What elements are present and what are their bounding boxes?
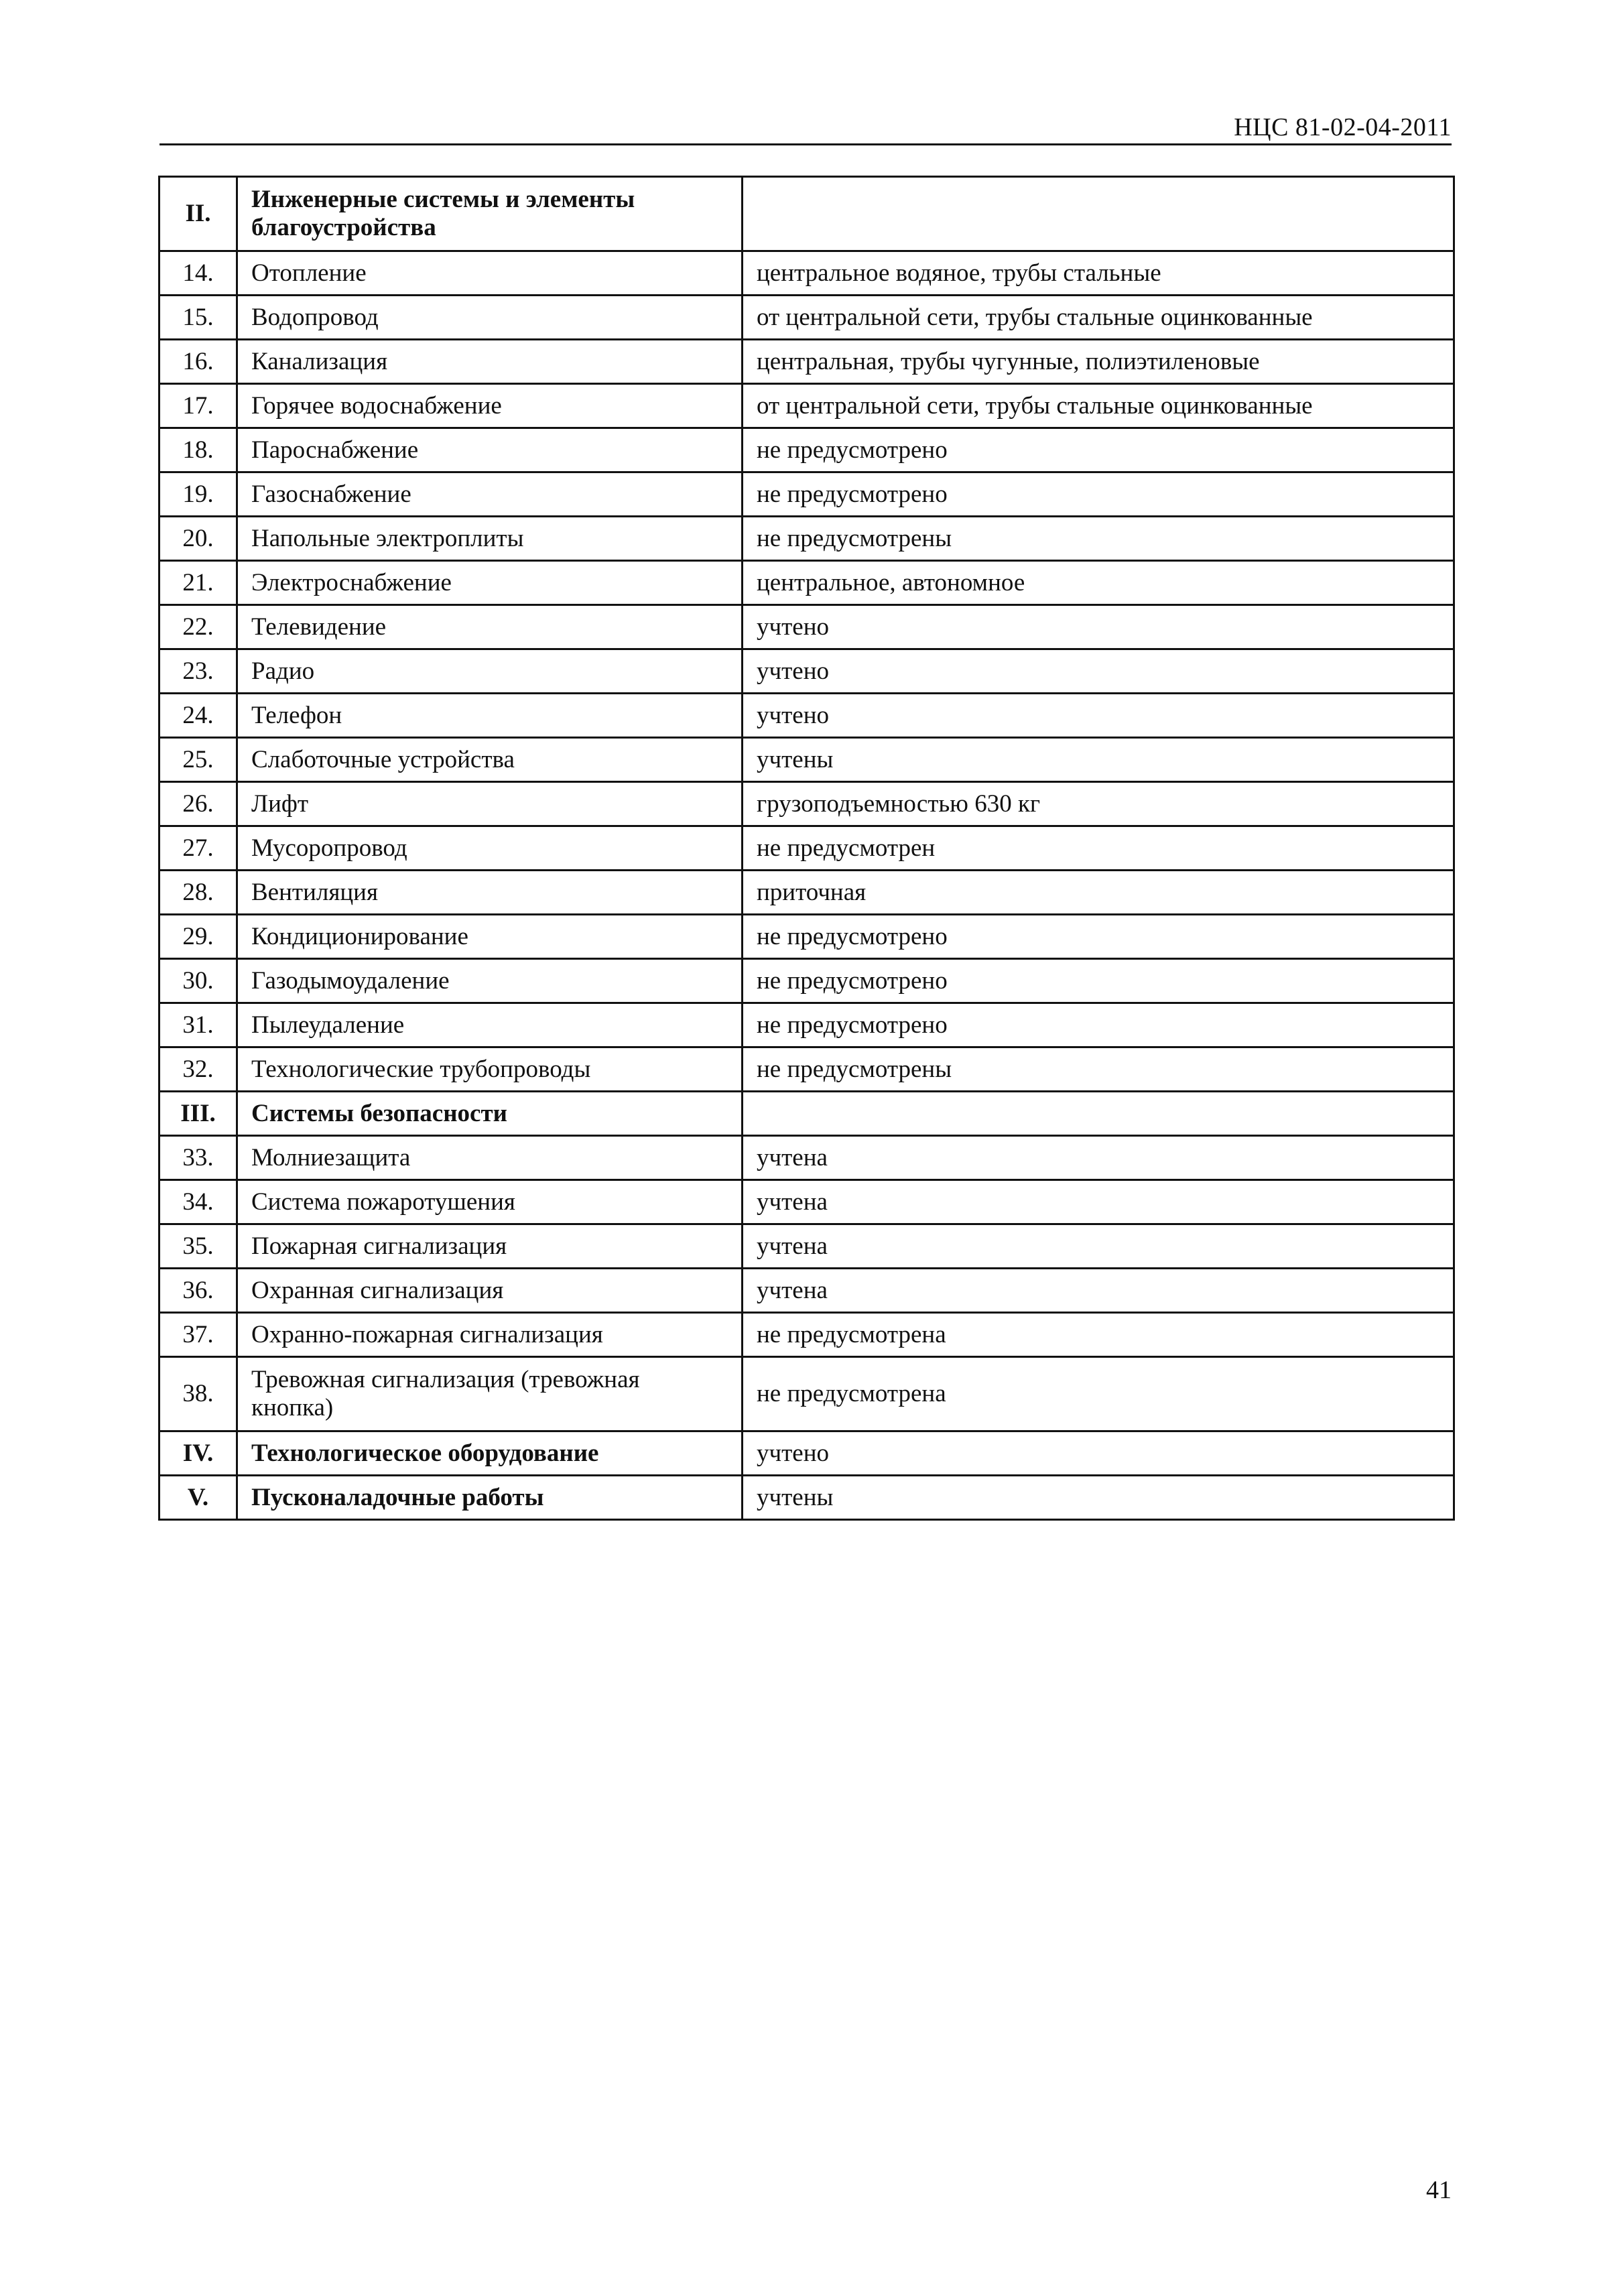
row-name-cell: Лифт bbox=[237, 782, 743, 826]
row-number-cell: 37. bbox=[159, 1313, 237, 1357]
row-value-cell: не предусмотрены bbox=[743, 517, 1454, 561]
row-name-cell: Горячее водоснабжение bbox=[237, 384, 743, 428]
row-number-cell: 26. bbox=[159, 782, 237, 826]
row-value-cell: не предусмотрено bbox=[743, 472, 1454, 517]
row-name-cell: Охранная сигнализация bbox=[237, 1269, 743, 1313]
section-row bbox=[159, 177, 1454, 251]
row-number-cell: 15. bbox=[159, 296, 237, 340]
table-row bbox=[159, 871, 1454, 915]
row-number-cell: 36. bbox=[159, 1269, 237, 1313]
row-value-cell: учтена bbox=[743, 1180, 1454, 1224]
row-number-cell: 14. bbox=[159, 251, 237, 296]
row-number-cell: 33. bbox=[159, 1136, 237, 1180]
section-row bbox=[159, 1092, 1454, 1136]
row-number-cell: III. bbox=[159, 1092, 237, 1136]
row-name-cell: Газодымоудаление bbox=[237, 959, 743, 1003]
document-code: НЦС 81-02-04-2011 bbox=[1234, 113, 1452, 141]
row-value-cell: от центральной сети, трубы стальные оцинкованные bbox=[743, 296, 1454, 340]
row-value-cell: центральное водяное, трубы стальные bbox=[743, 251, 1454, 296]
table-row bbox=[159, 1003, 1454, 1047]
row-name-cell: Водопровод bbox=[237, 296, 743, 340]
row-value-cell: учтена bbox=[743, 1224, 1454, 1269]
row-number-cell: 34. bbox=[159, 1180, 237, 1224]
row-value-cell bbox=[743, 1092, 1454, 1136]
row-name-cell: Напольные электроплиты bbox=[237, 517, 743, 561]
row-name-cell: Пожарная сигнализация bbox=[237, 1224, 743, 1269]
specification-table-body bbox=[159, 177, 1454, 1520]
row-name-cell: Технологические трубопроводы bbox=[237, 1047, 743, 1092]
row-number-cell: 18. bbox=[159, 428, 237, 472]
table-row bbox=[159, 649, 1454, 694]
row-number-cell: 35. bbox=[159, 1224, 237, 1269]
section-row bbox=[159, 1431, 1454, 1476]
row-value-cell: не предусмотрено bbox=[743, 959, 1454, 1003]
table-row bbox=[159, 826, 1454, 871]
table-row bbox=[159, 1224, 1454, 1269]
row-number-cell: 25. bbox=[159, 738, 237, 782]
table-row bbox=[159, 1269, 1454, 1313]
row-name-cell: Пусконаладочные работы bbox=[237, 1476, 743, 1520]
row-name-cell: Технологическое оборудование bbox=[237, 1431, 743, 1476]
row-value-cell: не предусмотрен bbox=[743, 826, 1454, 871]
row-name-cell: Инженерные системы и элементы благоустройства bbox=[237, 177, 743, 251]
row-value-cell: приточная bbox=[743, 871, 1454, 915]
row-value-cell: учтена bbox=[743, 1136, 1454, 1180]
row-number-cell: 22. bbox=[159, 605, 237, 649]
row-value-cell: центральное, автономное bbox=[743, 561, 1454, 605]
row-name-cell: Пылеудаление bbox=[237, 1003, 743, 1047]
row-value-cell: не предусмотрена bbox=[743, 1313, 1454, 1357]
row-value-cell: не предусмотрены bbox=[743, 1047, 1454, 1092]
row-number-cell: 17. bbox=[159, 384, 237, 428]
row-number-cell: 16. bbox=[159, 340, 237, 384]
row-number-cell: IV. bbox=[159, 1431, 237, 1476]
row-name-cell: Телевидение bbox=[237, 605, 743, 649]
row-name-cell: Электроснабжение bbox=[237, 561, 743, 605]
table-row bbox=[159, 1357, 1454, 1431]
table-row bbox=[159, 384, 1454, 428]
table-row bbox=[159, 1180, 1454, 1224]
table-row bbox=[159, 428, 1454, 472]
row-value-cell: учтено bbox=[743, 605, 1454, 649]
row-value-cell: грузоподъемностью 630 кг bbox=[743, 782, 1454, 826]
row-value-cell: учтена bbox=[743, 1269, 1454, 1313]
table-row bbox=[159, 915, 1454, 959]
row-name-cell: Системы безопасности bbox=[237, 1092, 743, 1136]
table-row bbox=[159, 561, 1454, 605]
row-value-cell: учтено bbox=[743, 694, 1454, 738]
row-number-cell: 27. bbox=[159, 826, 237, 871]
row-value-cell: учтены bbox=[743, 738, 1454, 782]
specification-table bbox=[158, 176, 1455, 1521]
row-value-cell: учтено bbox=[743, 649, 1454, 694]
header-rule bbox=[159, 143, 1452, 145]
row-name-cell: Канализация bbox=[237, 340, 743, 384]
row-name-cell: Пароснабжение bbox=[237, 428, 743, 472]
table-row bbox=[159, 251, 1454, 296]
row-name-cell: Газоснабжение bbox=[237, 472, 743, 517]
row-value-cell: не предусмотрено bbox=[743, 428, 1454, 472]
table-row bbox=[159, 738, 1454, 782]
row-name-cell: Слаботочные устройства bbox=[237, 738, 743, 782]
row-name-cell: Молниезащита bbox=[237, 1136, 743, 1180]
row-value-cell: центральная, трубы чугунные, полиэтиленовые bbox=[743, 340, 1454, 384]
row-name-cell: Телефон bbox=[237, 694, 743, 738]
row-value-cell: от центральной сети, трубы стальные оцинкованные bbox=[743, 384, 1454, 428]
section-row bbox=[159, 1476, 1454, 1520]
row-number-cell: 20. bbox=[159, 517, 237, 561]
row-name-cell: Охранно-пожарная сигнализация bbox=[237, 1313, 743, 1357]
row-name-cell: Отопление bbox=[237, 251, 743, 296]
row-value-cell: не предусмотрена bbox=[743, 1357, 1454, 1431]
row-number-cell: 24. bbox=[159, 694, 237, 738]
row-number-cell: 29. bbox=[159, 915, 237, 959]
row-name-cell: Кондиционирование bbox=[237, 915, 743, 959]
table-row bbox=[159, 472, 1454, 517]
row-number-cell: 21. bbox=[159, 561, 237, 605]
table-row bbox=[159, 605, 1454, 649]
page-number: 41 bbox=[1426, 2176, 1452, 2204]
table-row bbox=[159, 1313, 1454, 1357]
row-name-cell: Радио bbox=[237, 649, 743, 694]
row-name-cell: Мусоропровод bbox=[237, 826, 743, 871]
row-name-cell: Система пожаротушения bbox=[237, 1180, 743, 1224]
row-number-cell: 31. bbox=[159, 1003, 237, 1047]
row-number-cell: 30. bbox=[159, 959, 237, 1003]
table-row bbox=[159, 1047, 1454, 1092]
table-row bbox=[159, 517, 1454, 561]
row-value-cell bbox=[743, 177, 1454, 251]
row-name-cell: Тревожная сигнализация (тревожная кнопка) bbox=[237, 1357, 743, 1431]
table-row bbox=[159, 959, 1454, 1003]
row-name-cell: Вентиляция bbox=[237, 871, 743, 915]
row-number-cell: 19. bbox=[159, 472, 237, 517]
row-number-cell: 28. bbox=[159, 871, 237, 915]
row-number-cell: II. bbox=[159, 177, 237, 251]
row-number-cell: 38. bbox=[159, 1357, 237, 1431]
table-row bbox=[159, 1136, 1454, 1180]
table-row bbox=[159, 782, 1454, 826]
table-row bbox=[159, 296, 1454, 340]
row-value-cell: учтено bbox=[743, 1431, 1454, 1476]
table-row bbox=[159, 340, 1454, 384]
table-row bbox=[159, 694, 1454, 738]
row-value-cell: не предусмотрено bbox=[743, 1003, 1454, 1047]
row-number-cell: V. bbox=[159, 1476, 237, 1520]
row-number-cell: 32. bbox=[159, 1047, 237, 1092]
row-number-cell: 23. bbox=[159, 649, 237, 694]
row-value-cell: не предусмотрено bbox=[743, 915, 1454, 959]
row-value-cell: учтены bbox=[743, 1476, 1454, 1520]
